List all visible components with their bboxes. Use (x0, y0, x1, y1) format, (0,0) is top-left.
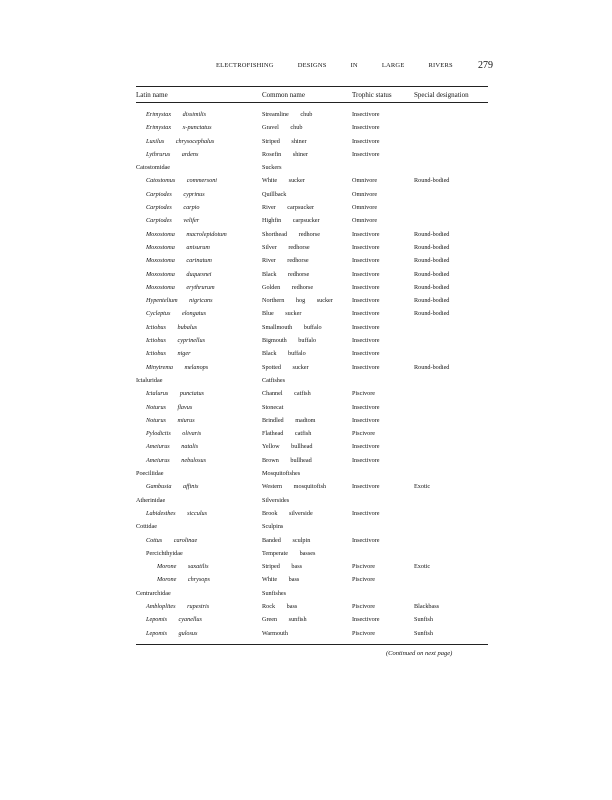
common-name: Stonecat (262, 403, 284, 411)
latin-name: Moxostoma macrolepidotum (146, 230, 227, 238)
table-row (0, 480, 612, 493)
common-name: Warmouth (262, 629, 288, 637)
latin-name: Ictiobus bubalus (146, 323, 198, 331)
table-row (0, 148, 612, 161)
special-designation: Blackbass (414, 602, 440, 610)
trophic-status: Insectivore (352, 416, 380, 424)
common-name: Black redhorse (262, 270, 310, 278)
trophic-status: Piscivore (352, 390, 376, 398)
latin-name: Catostomidae (136, 164, 171, 172)
common-name: Banded sculpin (262, 536, 311, 544)
trophic-status: Insectivore (352, 297, 380, 305)
common-name: Northern hog sucker (262, 297, 333, 305)
running-head-word: IN (350, 62, 358, 69)
common-name: Bigmouth buffalo (262, 337, 317, 345)
latin-name: Ambloplites rupestris (146, 602, 210, 610)
trophic-status: Insectivore (352, 323, 380, 331)
special-designation: Sunfish (414, 629, 433, 637)
trophic-status: Insectivore (352, 283, 380, 291)
common-name: Brown bullhead (262, 456, 312, 464)
table-row (0, 627, 612, 640)
species-table-body (0, 108, 612, 640)
trophic-status: Insectivore (352, 230, 380, 238)
latin-name: Ictalurus punctatus (146, 390, 204, 398)
latin-name: Gambusia affinis (146, 483, 199, 491)
common-name: Striped shiner (262, 137, 307, 145)
running-head-word: ELECTROFISHING (216, 62, 274, 69)
running-head (216, 62, 477, 69)
latin-name: Erimystax x-punctatus (146, 124, 212, 132)
latin-name: Cottus carolinae (146, 536, 198, 544)
common-name: Rock bass (262, 602, 298, 610)
trophic-status: Insectivore (352, 536, 380, 544)
table-row (0, 347, 612, 360)
trophic-status: Insectivore (352, 310, 380, 318)
trophic-status: Insectivore (352, 403, 380, 411)
common-name: Mosquitofishes (262, 470, 301, 478)
trophic-status: Insectivore (352, 243, 380, 251)
table-row (0, 214, 612, 227)
trophic-status: Piscivore (352, 602, 376, 610)
latin-name: Moxostoma duquesnei (146, 270, 212, 278)
common-name: Blue sucker (262, 310, 302, 318)
common-name: Western mosquitofish (262, 483, 326, 491)
common-name: Yellow bullhead (262, 443, 313, 451)
table-row (0, 121, 612, 134)
latin-name: Moxostoma erythrurum (146, 283, 215, 291)
trophic-status: Insectivore (352, 363, 380, 371)
table-row (0, 228, 612, 241)
latin-name: Carpiodes cyprinus (146, 190, 205, 198)
trophic-status: Omnivore (352, 204, 378, 212)
trophic-status: Insectivore (352, 270, 380, 278)
trophic-status: Omnivore (352, 177, 378, 185)
latin-name: Luxilus chrysocephalus (146, 137, 215, 145)
latin-name: Morone saxatilis (157, 563, 209, 571)
common-name: River redhorse (262, 257, 309, 265)
latin-name: Cottidae (136, 523, 157, 531)
page-number: 279 (478, 60, 493, 71)
table-row (0, 188, 612, 201)
latin-name: Atherinidae (136, 496, 166, 504)
latin-name: Ameiurus nebulosus (146, 456, 207, 464)
table-row (0, 440, 612, 453)
table-row (0, 454, 612, 467)
trophic-status: Insectivore (352, 111, 380, 118)
trophic-status: Insectivore (352, 443, 380, 451)
latin-name: Minytrema melanops (146, 363, 209, 371)
continued-note: (Continued on next page) (386, 650, 453, 657)
running-head-word: RIVERS (428, 62, 453, 69)
column-header-special: Special designation (414, 91, 469, 99)
table-row (0, 600, 612, 613)
special-designation: Round-bodied (414, 257, 450, 265)
table-row (0, 254, 612, 267)
table-row (0, 387, 612, 400)
table-row-family (0, 161, 612, 174)
latin-name: Lepomis cyanellus (146, 616, 202, 624)
common-name: Highfin carpsucker (262, 217, 320, 225)
running-head-word: DESIGNS (297, 62, 327, 69)
special-designation: Round-bodied (414, 270, 450, 278)
common-name: Rosefin shiner (262, 150, 308, 158)
common-name: Black buffalo (262, 350, 306, 358)
latin-name: Lythrurus ardens (146, 150, 199, 158)
column-header-common: Common name (262, 91, 305, 99)
table-header-rule (136, 102, 488, 103)
table-bottom-rule (136, 644, 488, 645)
trophic-status: Insectivore (352, 616, 380, 624)
latin-name: Ameiurus natalis (146, 443, 199, 451)
column-header-trophic: Trophic status (352, 91, 392, 99)
common-name: Sculpins (262, 523, 284, 531)
latin-name: Moxostoma carinatum (146, 257, 212, 265)
special-designation: Round-bodied (414, 243, 450, 251)
latin-name: Ictiobus cyprinellus (146, 337, 205, 345)
trophic-status: Insectivore (352, 456, 380, 464)
common-name: Flathead catfish (262, 430, 312, 438)
special-designation: Round-bodied (414, 283, 450, 291)
table-row (0, 573, 612, 586)
latin-name: Ictaluridae (136, 376, 163, 384)
common-name: Shorthead redhorse (262, 230, 320, 238)
special-designation: Exotic (414, 483, 431, 491)
common-name: Gravel chub (262, 124, 303, 132)
table-row (0, 135, 612, 148)
common-name: Brindled madtom (262, 416, 316, 424)
table-row (0, 414, 612, 427)
table-row (0, 534, 612, 547)
common-name: Striped bass (262, 563, 303, 571)
table-row (0, 241, 612, 254)
latin-name: Hypentelium nigricans (146, 297, 213, 305)
special-designation: Sunfish (414, 616, 433, 624)
trophic-status: Insectivore (352, 124, 380, 132)
trophic-status: Insectivore (352, 337, 380, 345)
latin-name: Poeciliidae (136, 470, 164, 478)
special-designation: Round-bodied (414, 230, 450, 238)
latin-name: Carpiodes velifer (146, 217, 200, 225)
trophic-status: Insectivore (352, 350, 380, 358)
common-name: Catfishes (262, 376, 286, 384)
table-row (0, 401, 612, 414)
table-row (0, 294, 612, 307)
trophic-status: Omnivore (352, 190, 378, 198)
table-row-family (0, 547, 612, 560)
common-name: Quillback (262, 190, 287, 198)
table-row (0, 307, 612, 320)
common-name: Temperate basses (262, 549, 316, 557)
table-row (0, 321, 612, 334)
table-row (0, 361, 612, 374)
latin-name: Pylodictis olivaris (146, 430, 202, 438)
latin-name: Moxostoma anisurum (146, 243, 210, 251)
trophic-status: Insectivore (352, 509, 380, 517)
trophic-status: Insectivore (352, 137, 380, 145)
common-name: Silver redhorse (262, 243, 310, 251)
latin-name: Noturus miurus (146, 416, 195, 424)
trophic-status: Piscivore (352, 576, 376, 584)
trophic-status: Insectivore (352, 150, 380, 158)
common-name: Spotted sucker (262, 363, 309, 371)
common-name: Golden redhorse (262, 283, 314, 291)
trophic-status: Piscivore (352, 563, 376, 571)
special-designation: Exotic (414, 563, 431, 571)
latin-name: Noturus flavus (146, 403, 193, 411)
special-designation: Round-bodied (414, 177, 450, 185)
special-designation: Round-bodied (414, 363, 450, 371)
latin-name: Labidesthes sicculus (146, 509, 208, 517)
common-name: White sucker (262, 177, 305, 185)
table-row (0, 201, 612, 214)
table-row (0, 427, 612, 440)
latin-name: Morone chrysops (157, 576, 210, 584)
special-designation: Round-bodied (414, 297, 450, 305)
common-name: Brook silverside (262, 509, 313, 517)
table-row-family (0, 587, 612, 600)
running-head-word: LARGE (381, 62, 405, 69)
common-name: Streamline chub (262, 111, 313, 118)
table-row-family (0, 520, 612, 533)
table-row (0, 268, 612, 281)
common-name: Silversides (262, 496, 290, 504)
common-name: Channel catfish (262, 390, 311, 398)
latin-name: Erimystax dissimilis (146, 111, 207, 118)
column-header-latin: Latin name (136, 91, 168, 99)
trophic-status: Insectivore (352, 483, 380, 491)
latin-name: Ictiobus niger (146, 350, 191, 358)
common-name: Suckers (262, 164, 282, 172)
common-name: River carpsucker (262, 204, 315, 212)
trophic-status: Omnivore (352, 217, 378, 225)
table-row (0, 507, 612, 520)
table-row (0, 334, 612, 347)
latin-name: Cycleptus elongatus (146, 310, 207, 318)
table-row (0, 560, 612, 573)
common-name: Smallmouth buffalo (262, 323, 322, 331)
special-designation: Round-bodied (414, 310, 450, 318)
latin-name: Percichthyidae (146, 549, 183, 557)
trophic-status: Piscivore (352, 430, 376, 438)
table-row (0, 281, 612, 294)
trophic-status: Insectivore (352, 257, 380, 265)
table-row (0, 174, 612, 187)
table-row-family (0, 494, 612, 507)
common-name: Sunfishes (262, 589, 287, 597)
table-row-family (0, 374, 612, 387)
trophic-status: Piscivore (352, 629, 376, 637)
common-name: Green sunfish (262, 616, 307, 624)
table-row (0, 613, 612, 626)
latin-name: Centrarchidae (136, 589, 171, 597)
table-top-rule (136, 86, 488, 87)
latin-name: Carpiodes carpio (146, 204, 200, 212)
table-row-family (0, 467, 612, 480)
common-name: White bass (262, 576, 300, 584)
latin-name: Lepomis gulosus (146, 629, 198, 637)
latin-name: Catostomus commersoni (146, 177, 218, 185)
table-row (0, 108, 612, 121)
